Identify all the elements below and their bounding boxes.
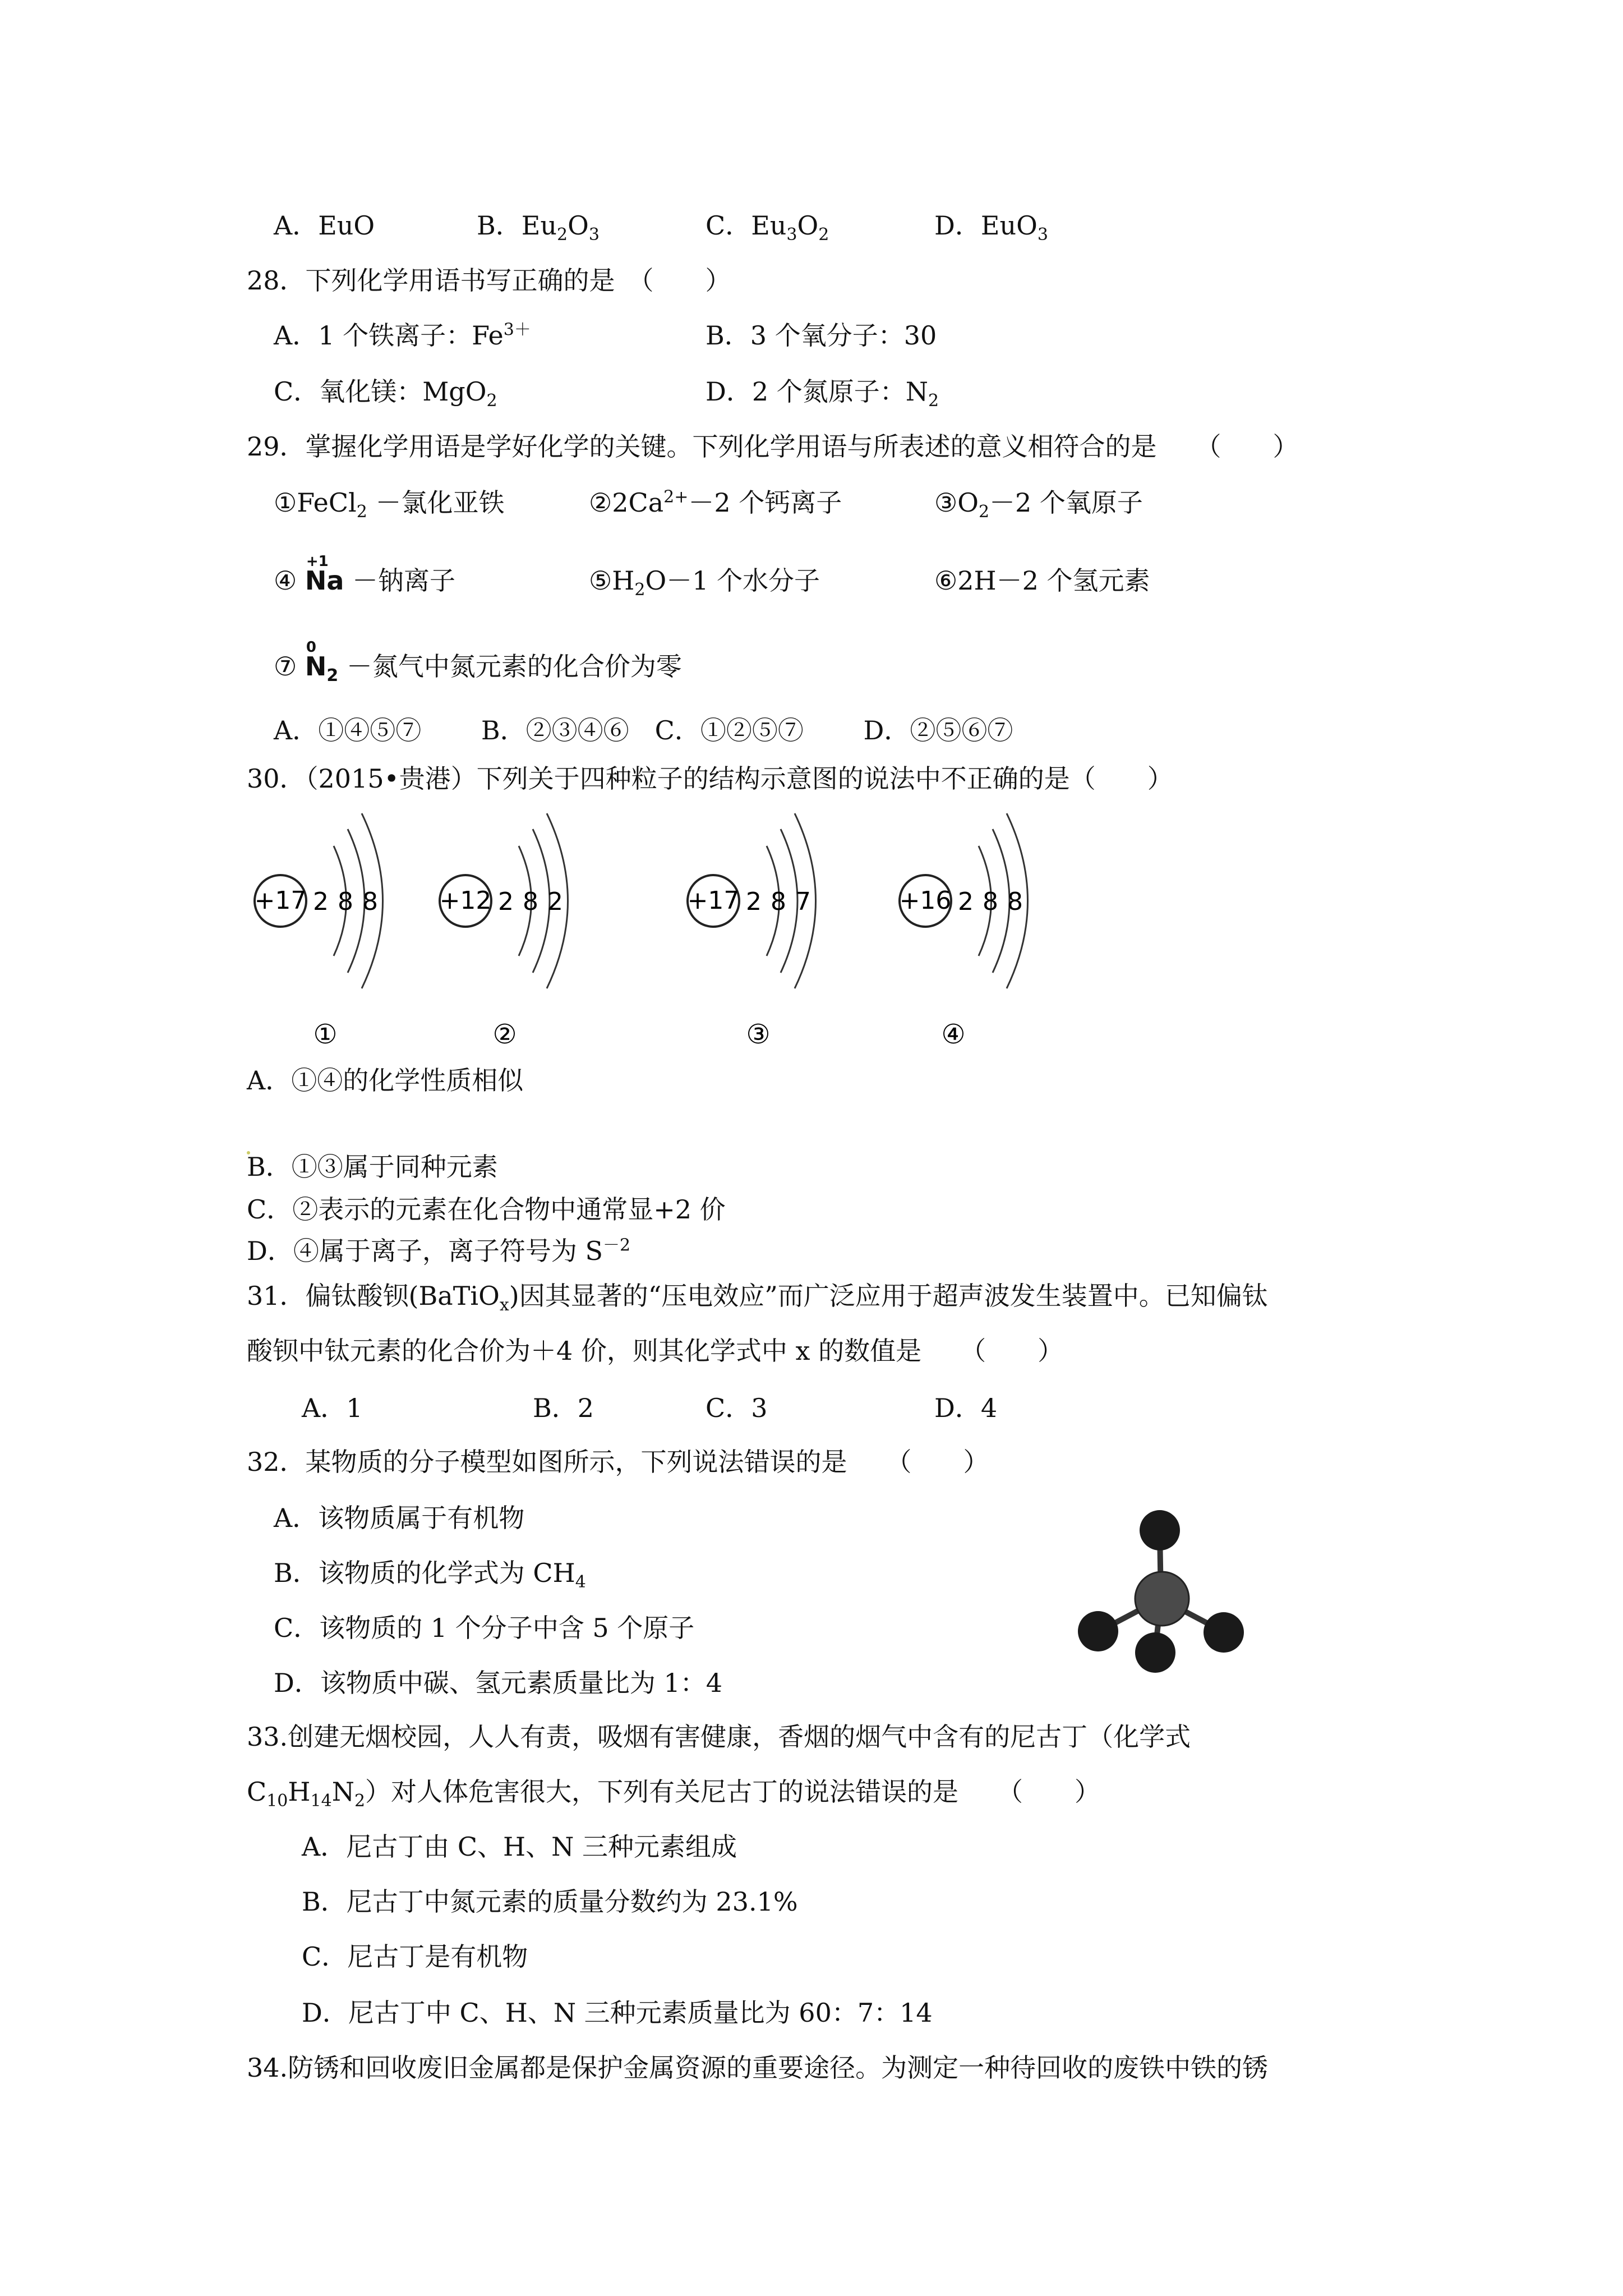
svg-text:2: 2 <box>958 887 974 916</box>
q32-option-b: B．该物质的化学式为 $CH_4$ <box>274 1558 586 1593</box>
q33-option-c: C．尼古丁是有机物 <box>302 1941 528 1972</box>
svg-text:8: 8 <box>362 887 378 916</box>
q31-stem-line1: 31．偏钛酸钡(BaTiO$_x$)因其显著的“压电效应”而广泛应用于超声波发生装置中。已知偏钛 <box>247 1281 1268 1315</box>
svg-text:7: 7 <box>795 887 811 916</box>
q33-stem-line2: $C_{10}H_{14}N_2$）对人体危害很大，下列有关尼古丁的说法错误的是 （ ） <box>247 1777 1101 1811</box>
q32-option-a: A．该物质属于有机物 <box>274 1503 525 1533</box>
q30-option-a: A．①④的化学性质相似 <box>247 1065 524 1096</box>
q27-option-b: B．$Eu_2O_3$ <box>477 210 600 245</box>
particle-4-diagram <box>900 813 1028 1050</box>
svg-text:+12: +12 <box>439 886 492 915</box>
q28-option-c: C．氧化镁：MgO$_2$ <box>274 376 497 411</box>
hydrogen-atom-bottom <box>1135 1632 1175 1673</box>
q28-option-a: A．1 个铁离子：$Fe^{3+}$ <box>274 320 531 351</box>
q27-option-a: A．EuO <box>274 210 375 241</box>
svg-text:8: 8 <box>1007 887 1023 916</box>
q33-option-a: A．尼古丁由 C、H、N 三种元素组成 <box>302 1832 737 1862</box>
svg-text:8: 8 <box>338 887 353 916</box>
svg-text:8: 8 <box>983 887 998 916</box>
methane-molecule-model <box>1066 1503 1267 1694</box>
q29-item-2: $②2Ca^{2+}-2$ 个钙离子 <box>589 487 842 518</box>
na-valence-symbol: +1 Na <box>305 553 344 596</box>
svg-text:2: 2 <box>547 887 563 916</box>
q33-option-d: D．尼古丁中 C、H、N 三种元素质量比为 60：7：14 <box>302 1998 933 2028</box>
svg-text:+17: +17 <box>254 886 307 915</box>
q30-stem: 30．（2015•贵港）下列关于四种粒子的结构示意图的说法中不正确的是（ ） <box>247 763 1173 794</box>
svg-text:②: ② <box>492 1019 517 1050</box>
q34-stem-line1: 34.防锈和回收废旧金属都是保护金属资源的重要途径。为测定一种待回收的废铁中铁的锈 <box>247 2053 1269 2083</box>
q33-stem-line1: 33.创建无烟校园，人人有责，吸烟有害健康，香烟的烟气中含有的尼古丁（化学式 <box>247 1722 1191 1752</box>
q29-item-4: ④ +1 Na －钠离子 <box>274 564 455 597</box>
q29-item-6: ⑥2H－2 个氢元素 <box>934 565 1150 596</box>
svg-text:+17: +17 <box>687 886 740 915</box>
q29-stem: 29．掌握化学用语是学好化学的关键。下列化学用语与所表述的意义相符合的是 （ ） <box>247 431 1299 462</box>
n2-valence-symbol: 0 $N_2$ <box>305 639 339 686</box>
q30-option-c: C．②表示的元素在化合物中通常显+2 价 <box>247 1194 726 1225</box>
q32-stem: 32．某物质的分子模型如图所示，下列说法错误的是 （ ） <box>247 1447 989 1477</box>
q29-options: A．①④⑤⑦ B．②③④⑥ C．①②⑤⑦ D．②⑤⑥⑦ <box>274 715 1013 746</box>
q33-option-b: B．尼古丁中氮元素的质量分数约为 23.1% <box>302 1887 798 1917</box>
hydrogen-atom-left <box>1078 1611 1118 1651</box>
particle-2-diagram <box>440 813 568 1050</box>
q30-option-d: D．④属于离子，离子符号为 $S^{-2}$ <box>247 1235 631 1266</box>
q29-item-5: $⑤H_2O-1$ 个水分子 <box>589 565 820 600</box>
svg-text:2: 2 <box>498 887 514 916</box>
q31-option-b: B．2 <box>533 1393 594 1423</box>
svg-text:①: ① <box>313 1019 338 1050</box>
particle-structure-diagrams <box>236 808 1077 1066</box>
q27-option-c: C．$Eu_3O_2$ <box>706 210 829 245</box>
particle-1-diagram <box>255 813 383 1050</box>
hydrogen-atom-right <box>1204 1612 1244 1653</box>
q31-stem-line2: 酸钡中钛元素的化合价为＋4 价，则其化学式中 x 的数值是 （ ） <box>247 1336 1064 1366</box>
q31-option-c: C．3 <box>706 1393 768 1423</box>
q32-option-d: D．该物质中碳、氢元素质量比为 1：4 <box>274 1668 723 1698</box>
svg-text:8: 8 <box>523 887 538 916</box>
svg-text:③: ③ <box>746 1019 771 1050</box>
svg-text:8: 8 <box>771 887 786 916</box>
q32-option-c: C．该物质的 1 个分子中含 5 个原子 <box>274 1613 695 1643</box>
q28-stem: 28．下列化学用语书写正确的是 （ ） <box>247 265 731 296</box>
q29-item-3: $③O_2-2$ 个氧原子 <box>934 487 1143 522</box>
svg-text:+16: +16 <box>899 886 952 915</box>
q31-option-a: A．1 <box>302 1393 363 1423</box>
svg-text:2: 2 <box>313 887 329 916</box>
q28-option-d: D．2 个氮原子：$N_2$ <box>706 376 939 411</box>
hydrogen-atom-top <box>1140 1510 1180 1550</box>
svg-text:2: 2 <box>746 887 762 916</box>
carbon-atom <box>1135 1572 1189 1626</box>
q27-option-d: D．EuO$_3$ <box>934 210 1048 245</box>
q30-option-b: B．①③属于同种元素 <box>247 1152 498 1182</box>
q28-option-b: B．3 个氧分子：30 <box>706 320 937 351</box>
q29-item-7: ⑦ 0 $N_2$ －氮气中氮元素的化合价为零 <box>274 639 682 686</box>
particle-3-diagram <box>688 813 816 1050</box>
q31-option-d: D．4 <box>934 1393 998 1423</box>
svg-text:④: ④ <box>941 1019 966 1050</box>
q29-item-1: ①FeCl$_2$ －氯化亚铁 <box>274 487 505 522</box>
